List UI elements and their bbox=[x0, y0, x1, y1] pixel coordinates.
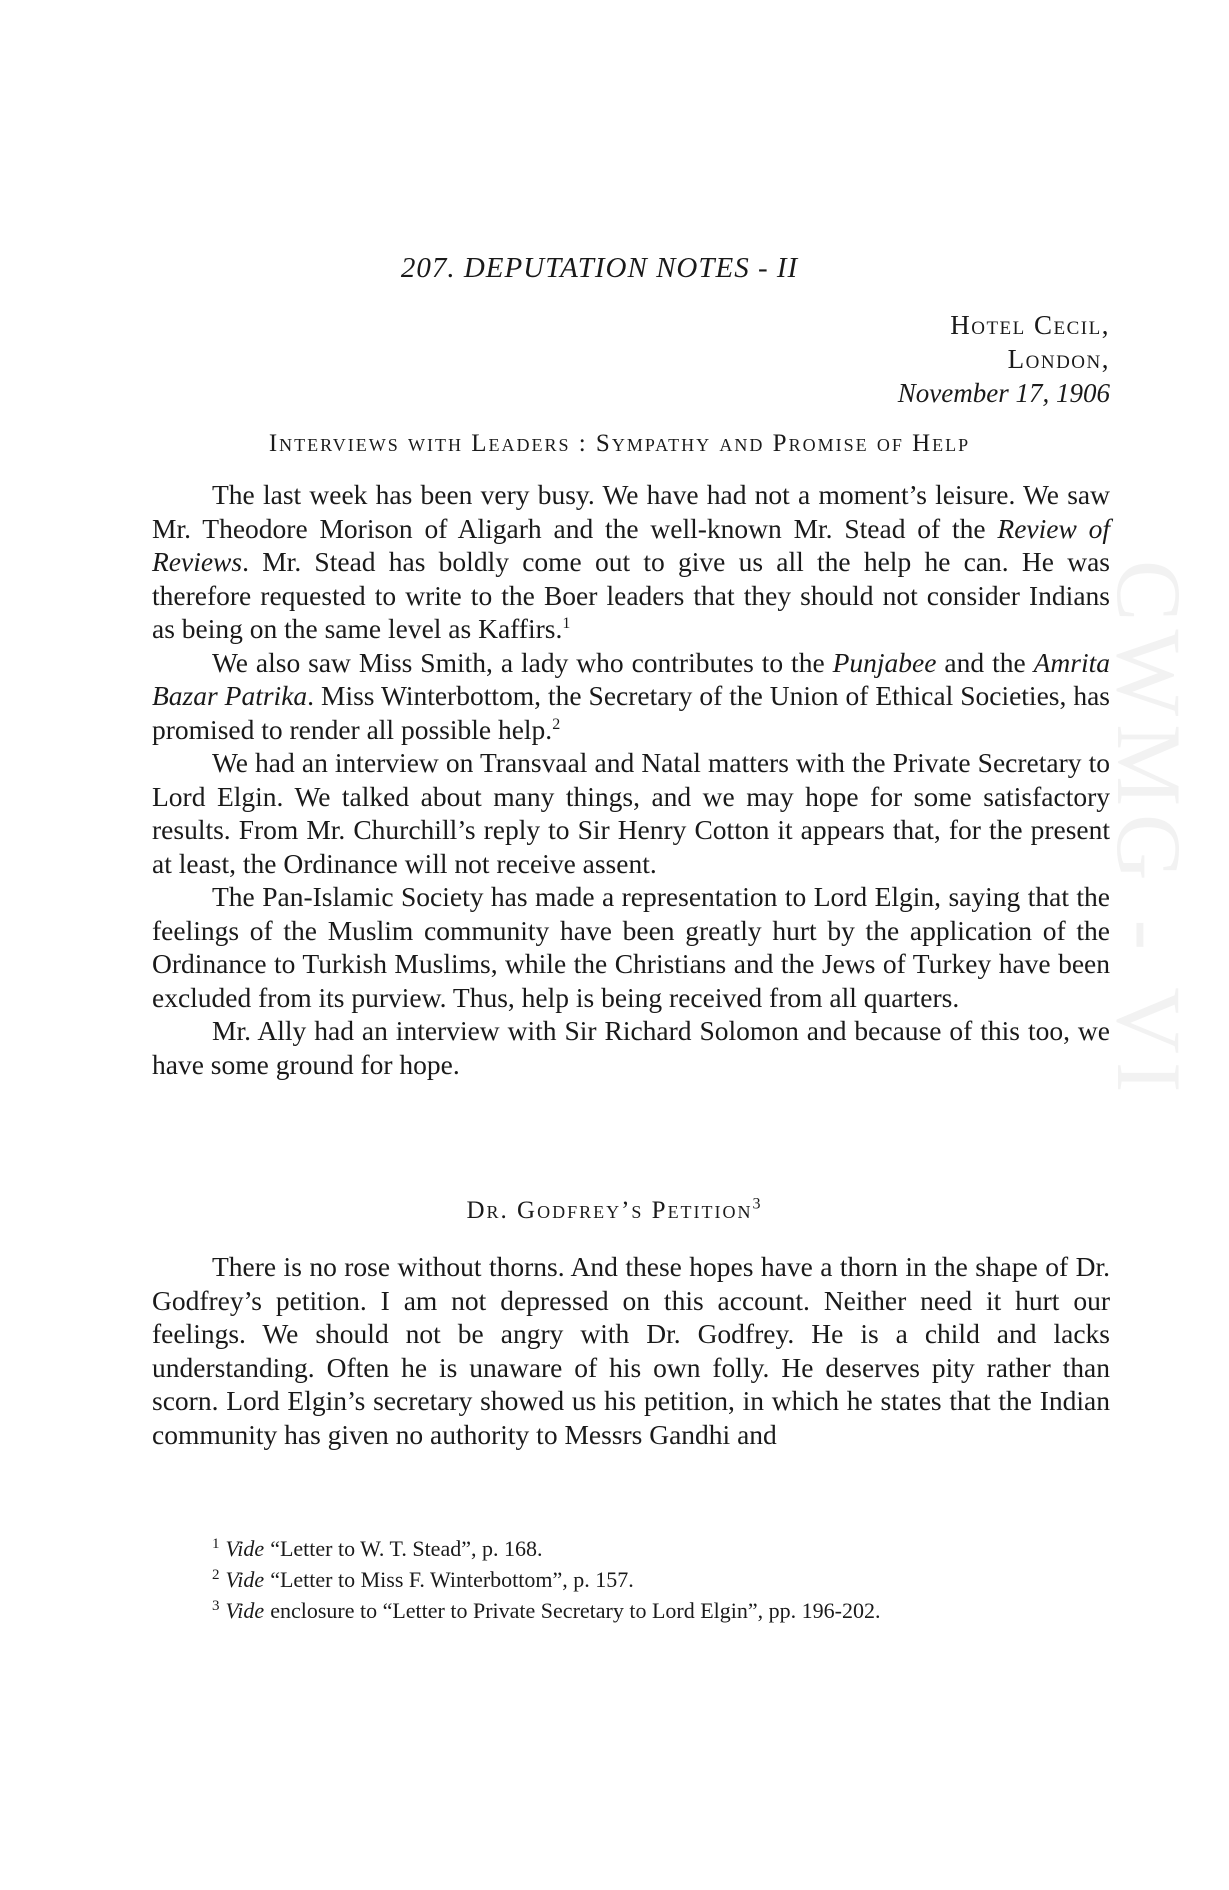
paragraph: We had an interview on Transvaal and Natal matters with the Private Secretary to Lord Elgin. We talked about many things, and we may hope for some satisfactory results. From Mr. Churchill’s reply to Sir Henry Cotton it appears that, for the present at least, the Ordinance will not receive assent. bbox=[152, 747, 1110, 879]
dateline-city: London, bbox=[1007, 344, 1110, 374]
section-heading-petition: Dr. Godfrey’s Petition$^3$ bbox=[466, 1195, 763, 1224]
footnote-ref[interactable]: 1 bbox=[562, 614, 571, 632]
footnotes bbox=[212, 1533, 1112, 1626]
footnote: $^2$ Vide “Letter to Miss F. Winterbottom”, p. 157. bbox=[212, 1566, 634, 1592]
body-section-1 bbox=[152, 478, 1110, 1081]
footnote: $^3$ Vide enclosure to “Letter to Private Secretary to Lord Elgin”, pp. 196-202. bbox=[212, 1597, 881, 1623]
publication-title: Amrita Bazar Patrika bbox=[152, 646, 1110, 711]
footnote-ref[interactable]: 3 bbox=[752, 1195, 763, 1213]
paragraph: The last week has been very busy. We have had not a moment’s leisure. We saw Mr. Theodore Morison of Aligarh and the well-known Mr. Stead of the Review of Reviews. Mr. Stead has boldly come out to give us all the help he can. He was therefore requested to write to the Boer leaders that they should not consider Indians as being on the same level as Kaffirs.$^1$ bbox=[152, 479, 1110, 644]
dateline-hotel: Hotel Cecil, bbox=[950, 310, 1110, 340]
paragraph: There is no rose without thorns. And these hopes have a thorn in the shape of Dr. Godfrey’s petition. I am not depressed on this account. Neither need it hurt our feelings. We should not be angry with Dr. Godfrey. He is a child and lacks understanding. Often he is unaware of his own folly. He deserves pity rather than scorn. Lord Elgin’s secretary showed us his petition, in which he states that the Indian community has given no authority to Messrs Gandhi and bbox=[152, 1251, 1110, 1450]
paragraph: The Pan-Islamic Society has made a representation to Lord Elgin, saying that the feelings of the Muslim community have been greatly hurt by the application of the Ordinance to Turkish Muslims, while the Christians and the Jews of Turkey have been excluded from its purview. Thus, help is being received from all quarters. bbox=[152, 881, 1110, 1013]
dateline bbox=[898, 308, 1110, 410]
dateline-date: November 17, 1906 bbox=[897, 378, 1110, 408]
footnote-ref[interactable]: 2 bbox=[552, 715, 561, 733]
footnote: $^1$ Vide “Letter to W. T. Stead”, p. 168. bbox=[212, 1535, 543, 1561]
publication-title: Punjabee bbox=[832, 646, 937, 678]
paragraph: Mr. Ally had an interview with Sir Richard Solomon and because of this too, we have some ground for hope. bbox=[152, 1015, 1110, 1080]
section-heading-interviews: Interviews with Leaders : Sympathy and Promise of Help bbox=[268, 430, 971, 457]
body-section-2 bbox=[152, 1250, 1110, 1451]
page-title: 207. DEPUTATION NOTES - II bbox=[400, 252, 799, 284]
paragraph: We also saw Miss Smith, a lady who contributes to the Punjabee and the Amrita Bazar Patrika. Miss Winterbottom, the Secretary of the Union of Ethical Societies, has promised to render all possible help.$^2$ bbox=[152, 646, 1110, 745]
watermark: CWMG - VI bbox=[1098, 560, 1200, 1101]
publication-title: Review of Reviews bbox=[152, 512, 1110, 577]
